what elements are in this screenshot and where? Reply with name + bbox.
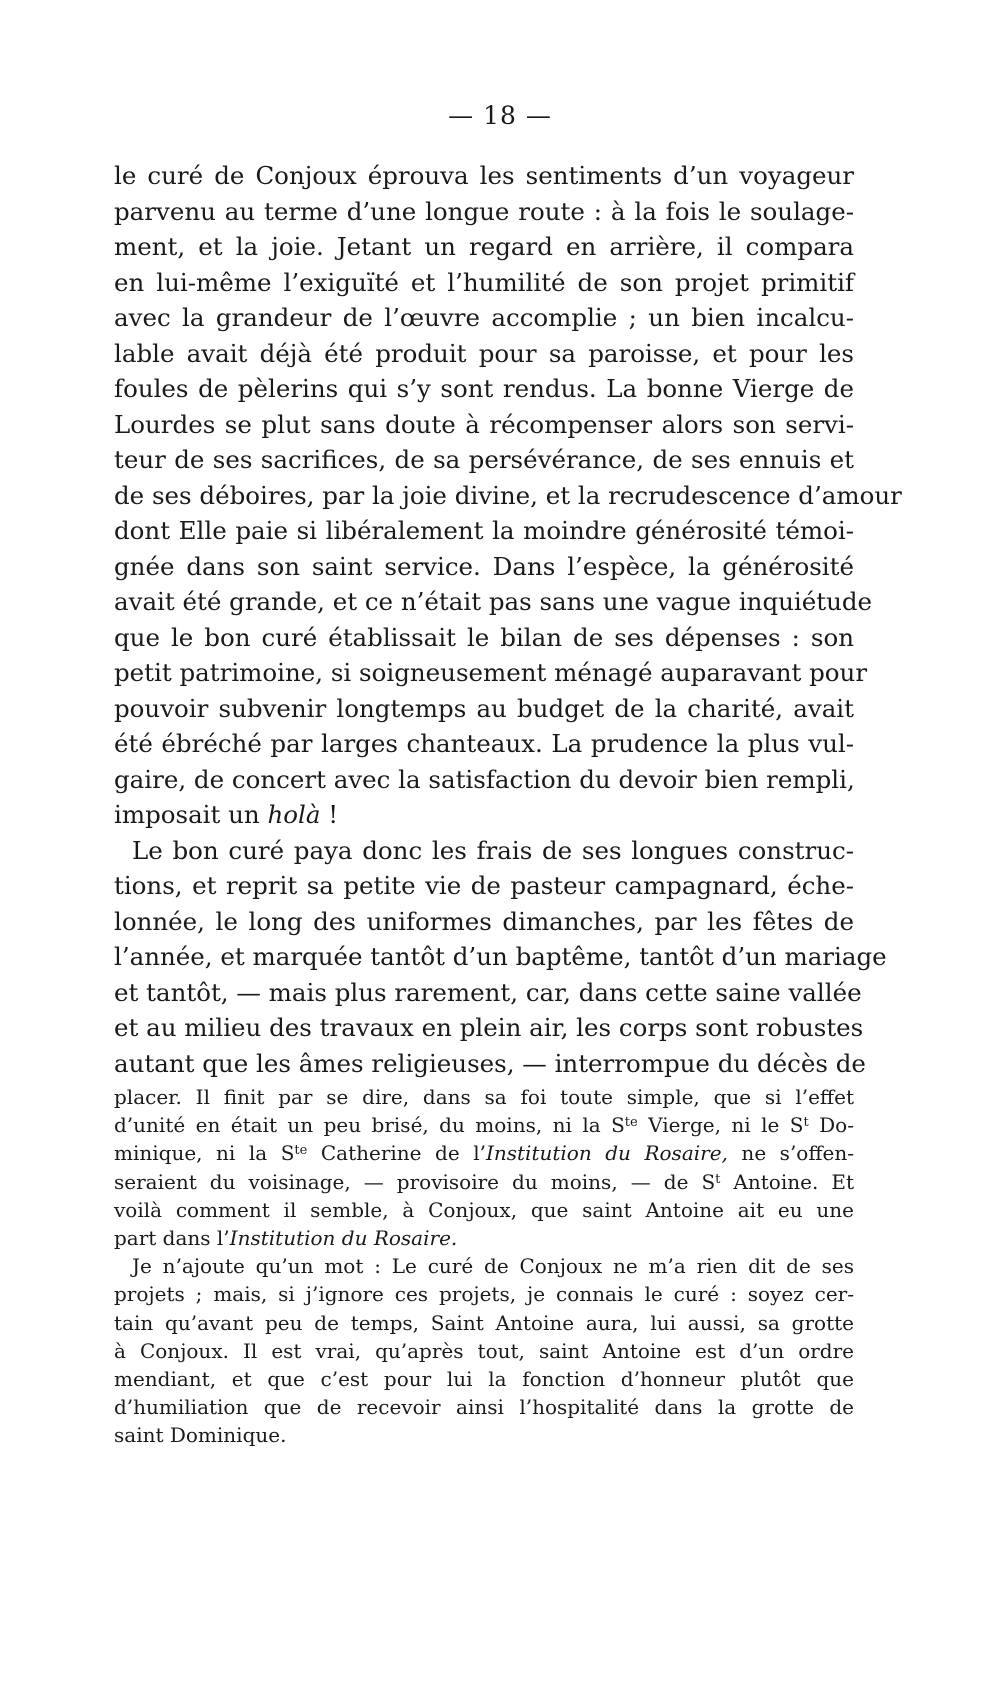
footnote-line-paragraph-end: saint Dominique.: [114, 1423, 287, 1448]
italic-word: holà: [267, 800, 321, 829]
footnote: [114, 1083, 854, 1449]
footnote-line: voilà comment il semble, à Conjoux, que saint Antoine ait eu une: [114, 1197, 854, 1222]
superscript: t: [803, 1115, 809, 1131]
text-line: le curé de Conjoux éprouva les sentiments d’un voyageur: [114, 161, 854, 190]
text-segment: Antoine. Et: [720, 1169, 854, 1194]
footnote-line: [114, 1168, 854, 1196]
text-segment: Catherine de l’: [307, 1141, 486, 1166]
italic-title: Institution du Rosaire,: [485, 1141, 728, 1166]
footnote-line: placer. Il finit par se dire, dans sa foi toute simple, que si l’effet: [114, 1085, 854, 1109]
footnote-line: [114, 1139, 854, 1167]
footnote-line-paragraph-start: Je n’ajoute qu’un mot : Le curé de Conjoux ne m’a rien dit de ses: [132, 1254, 854, 1279]
footnote-line-paragraph-end: [114, 1224, 854, 1252]
text-line: petit patrimoine, si soigneusement ménagé auparavant pour: [114, 658, 868, 687]
footnote-line: projets ; mais, si j’ignore ces projets, je connais le curé : soyez cer-: [114, 1282, 854, 1307]
text-line: Lourdes se plut sans doute à récompenser alors son servi-: [114, 409, 854, 439]
italic-title: Institution du Rosaire.: [229, 1225, 458, 1250]
superscript: te: [294, 1143, 308, 1159]
footnote-line: tain qu’avant peu de temps, Saint Antoine aura, lui aussi, sa grotte: [114, 1310, 854, 1335]
text-line: été ébréché par larges chanteaux. La prudence la plus vul-: [114, 729, 854, 758]
text-line: parvenu au terme d’une longue route : à la fois le soulage-: [114, 196, 854, 226]
text-line: et tantôt, — mais plus rarement, car, dans cette saine vallée: [114, 977, 862, 1007]
footnote-line: mendiant, et que c’est pour lui la fonction d’honneur plutôt que: [114, 1366, 854, 1391]
text-segment: minique, ni la S: [114, 1141, 295, 1166]
text-line: en lui-même l’exiguïté et l’humilité de son projet primitif: [114, 267, 854, 297]
text-line: dont Elle paie si libéralement la moindre générosité témoi-: [114, 516, 854, 545]
text-line: teur de ses sacrifices, de sa persévérance, de ses ennuis et: [114, 445, 854, 474]
main-text: [114, 158, 902, 1081]
text-line: et au milieu des travaux en plein air, les corps sont robustes: [114, 1013, 864, 1042]
text-segment: d’unité en était un peu brisé, du moins, ni la S: [114, 1113, 625, 1138]
text-line-paragraph-start: Le bon curé paya donc les frais de ses longues construc-: [132, 835, 854, 865]
text-line: que le bon curé établissait le bilan de ses dépenses : son: [114, 622, 854, 652]
text-segment: part dans l’: [114, 1225, 230, 1250]
text-line: lonnée, le long des uniformes dimanches, par les fêtes de: [114, 906, 854, 936]
page-number: — 18 —: [448, 101, 552, 130]
text-line: gnée dans son saint service. Dans l’espèce, la générosité: [114, 551, 854, 581]
text-line: avait été grande, et ce n’était pas sans une vague inquiétude: [114, 587, 873, 616]
footnote-line: à Conjoux. Il est vrai, qu’après tout, saint Antoine est d’un ordre: [114, 1338, 854, 1363]
text-line: ment, et la joie. Jetant un regard en arrière, il compara: [114, 232, 854, 261]
text-line: foules de pèlerins qui s’y sont rendus. La bonne Vierge de: [114, 374, 854, 403]
text-line: pouvoir subvenir longtemps au budget de la charité, avait: [114, 693, 854, 723]
superscript: t: [715, 1171, 721, 1187]
text-segment: seraient du voisinage, — provisoire du moins, — de S: [114, 1169, 716, 1194]
text-segment: Do-: [808, 1113, 854, 1138]
text-segment: Vierge, ni le S: [637, 1113, 804, 1138]
text-segment: !: [320, 800, 339, 829]
text-line: lable avait déjà été produit pour sa paroisse, et pour les: [114, 338, 854, 368]
text-line: gaire, de concert avec la satisfaction du devoir bien rempli,: [114, 764, 855, 794]
text-line: avec la grandeur de l’œuvre accomplie ; un bien incalcu-: [114, 303, 854, 332]
text-line: de ses déboires, par la joie divine, et la recrudescence d’amour: [114, 480, 902, 510]
superscript: te: [624, 1115, 638, 1131]
text-segment: imposait un: [114, 800, 268, 829]
text-line-paragraph-end: [114, 797, 854, 833]
text-line: tions, et reprit sa petite vie de pasteur campagnard, éche-: [114, 871, 854, 900]
text-line: l’année, et marquée tantôt d’un baptême, tantôt d’un mariage: [114, 942, 887, 971]
footnote-line: [114, 1111, 854, 1139]
footnote-line: d’humiliation que de recevoir ainsi l’hospitalité dans la grotte de: [114, 1395, 854, 1420]
text-line: autant que les âmes religieuses, — interrompue du décès de: [114, 1048, 866, 1078]
text-segment: ne s’offen-: [727, 1141, 855, 1166]
